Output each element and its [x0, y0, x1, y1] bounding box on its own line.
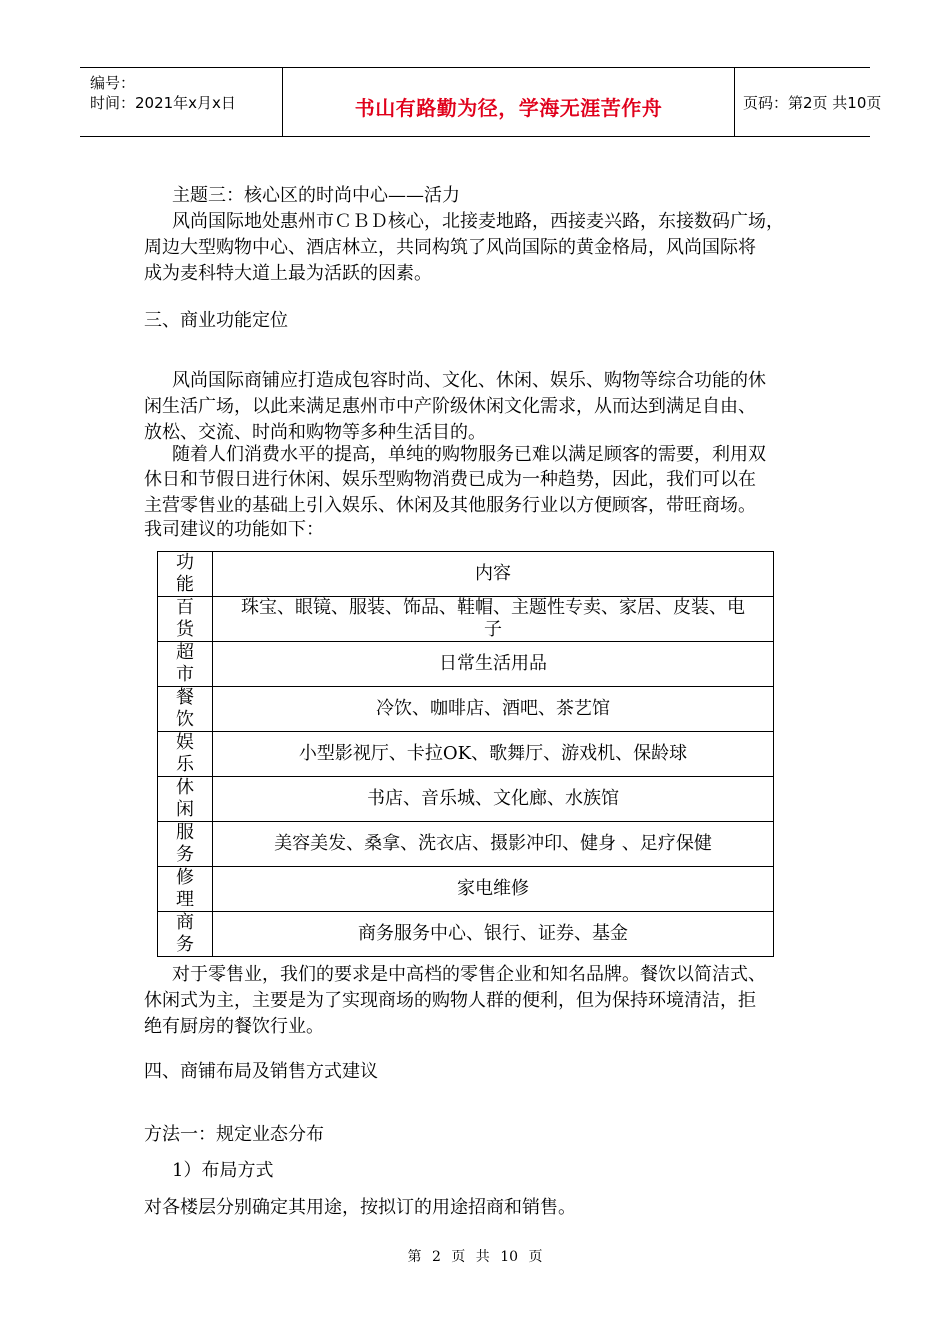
table-cell-function — [158, 912, 213, 957]
cell-text: 闲 — [176, 799, 194, 820]
cell-text: 修 — [176, 867, 194, 888]
table-cell-content: 内容 — [213, 552, 774, 597]
page-footer: 第 2 页 共 10 页 — [407, 1249, 543, 1265]
table-cell-function — [158, 867, 213, 912]
paragraph-line: 对于零售业，我们的要求是中高档的零售企业和知名品牌。餐饮以简洁式、 — [172, 964, 766, 985]
table-cell-content: 冷饮、咖啡店、酒吧、茶艺馆 — [213, 687, 774, 732]
paragraph-line: 风尚国际地处惠州市ＣＢＤ核心，北接麦地路，西接麦兴路，东接数码广场， — [172, 211, 784, 232]
cell-text: 功 — [176, 552, 194, 573]
table-row — [158, 777, 774, 822]
section-heading-4: 四、商铺布局及销售方式建议 — [144, 1061, 378, 1082]
cell-text: 百 — [176, 597, 194, 618]
cell-text: 娱 — [176, 732, 194, 753]
table-header-row — [158, 552, 774, 597]
subsection-heading: 1）布局方式 — [172, 1160, 274, 1181]
header-page-cell — [735, 68, 882, 136]
paragraph-line: 我司建议的功能如下： — [144, 519, 324, 540]
header-motto-cell — [283, 68, 735, 136]
method-heading: 方法一：规定业态分布 — [144, 1124, 324, 1145]
table-cell-function — [158, 642, 213, 687]
paragraph-line: 休闲式为主，主要是为了实现商场的购物人群的便利，但为保持环境清洁，拒 — [144, 990, 756, 1011]
table-cell-content: 书店、音乐城、文化廊、水族馆 — [213, 777, 774, 822]
function-table — [157, 551, 774, 957]
table-cell-content: 日常生活用品 — [213, 642, 774, 687]
table-row — [158, 822, 774, 867]
paragraph-line: 放松、交流、时尚和购物等多种生活目的。 — [144, 422, 486, 443]
table-cell-function — [158, 552, 213, 597]
time-label: 时间：2021年x月x日 — [90, 94, 236, 112]
paragraph-line: 绝有厨房的餐饮行业。 — [144, 1016, 324, 1037]
motto: 书山有路勤为径，学海无涯苦作舟 — [354, 96, 663, 120]
paragraph-line: 对各楼层分别确定其用途，按拟订的用途招商和销售。 — [144, 1197, 576, 1218]
table-cell-function — [158, 777, 213, 822]
table-cell-content: 商务服务中心、银行、证券、基金 — [213, 912, 774, 957]
table-cell-function — [158, 732, 213, 777]
paragraph-line: 周边大型购物中心、酒店林立，共同构筑了风尚国际的黄金格局，风尚国际将 — [144, 237, 756, 258]
table-row — [158, 597, 774, 642]
cell-text: 能 — [176, 574, 194, 595]
table-cell-function — [158, 597, 213, 642]
paragraph-line: 休日和节假日进行休闲、娱乐型购物消费已成为一种趋势，因此，我们可以在 — [144, 469, 756, 490]
table-row — [158, 912, 774, 957]
cell-text: 饮 — [176, 709, 194, 730]
cell-text: 休 — [176, 777, 194, 798]
header-meta-cell — [80, 68, 283, 136]
paragraph-line: 成为麦科特大道上最为活跃的因素。 — [144, 263, 432, 284]
document-header — [80, 67, 882, 137]
number-label: 编号： — [90, 74, 136, 92]
cell-text: 商 — [176, 912, 194, 933]
page-info: 页码：第2页 共10页 — [743, 94, 882, 112]
table-row — [158, 642, 774, 687]
cell-text: 餐 — [176, 687, 194, 708]
section-heading-3: 三、商业功能定位 — [144, 310, 288, 331]
cell-text: 市 — [176, 664, 194, 685]
table-cell-content: 美容美发、桑拿、洗衣店、摄影冲印、健身 、足疗保健 — [213, 822, 774, 867]
cell-text: 务 — [176, 844, 194, 865]
theme3-title: 主题三：核心区的时尚中心——活力 — [172, 185, 460, 206]
cell-text: 子 — [484, 619, 502, 640]
paragraph-line: 随着人们消费水平的提高，单纯的购物服务已难以满足顾客的需要，利用双 — [172, 444, 766, 465]
cell-text: 服 — [176, 822, 194, 843]
table-cell-function — [158, 687, 213, 732]
table-cell-content — [213, 597, 774, 642]
table-cell-content: 家电维修 — [213, 867, 774, 912]
paragraph-line: 主营零售业的基础上引入娱乐、休闲及其他服务行业以方便顾客，带旺商场。 — [144, 495, 756, 516]
cell-text: 超 — [176, 642, 194, 663]
cell-text: 乐 — [176, 754, 194, 775]
paragraph-line: 闲生活广场，以此来满足惠州市中产阶级休闲文化需求，从而达到满足自由、 — [144, 396, 756, 417]
cell-text: 珠宝、眼镜、服装、饰品、鞋帽、主题性专卖、家居、皮装、电 — [241, 597, 745, 618]
table-row — [158, 732, 774, 777]
cell-text: 货 — [176, 619, 194, 640]
cell-text: 理 — [176, 889, 194, 910]
table-row — [158, 867, 774, 912]
table-cell-content: 小型影视厅、卡拉OK、歌舞厅、游戏机、保龄球 — [213, 732, 774, 777]
table-cell-function — [158, 822, 213, 867]
table-row — [158, 687, 774, 732]
paragraph-line: 风尚国际商铺应打造成包容时尚、文化、休闲、娱乐、购物等综合功能的休 — [172, 370, 766, 391]
cell-text: 务 — [176, 934, 194, 955]
